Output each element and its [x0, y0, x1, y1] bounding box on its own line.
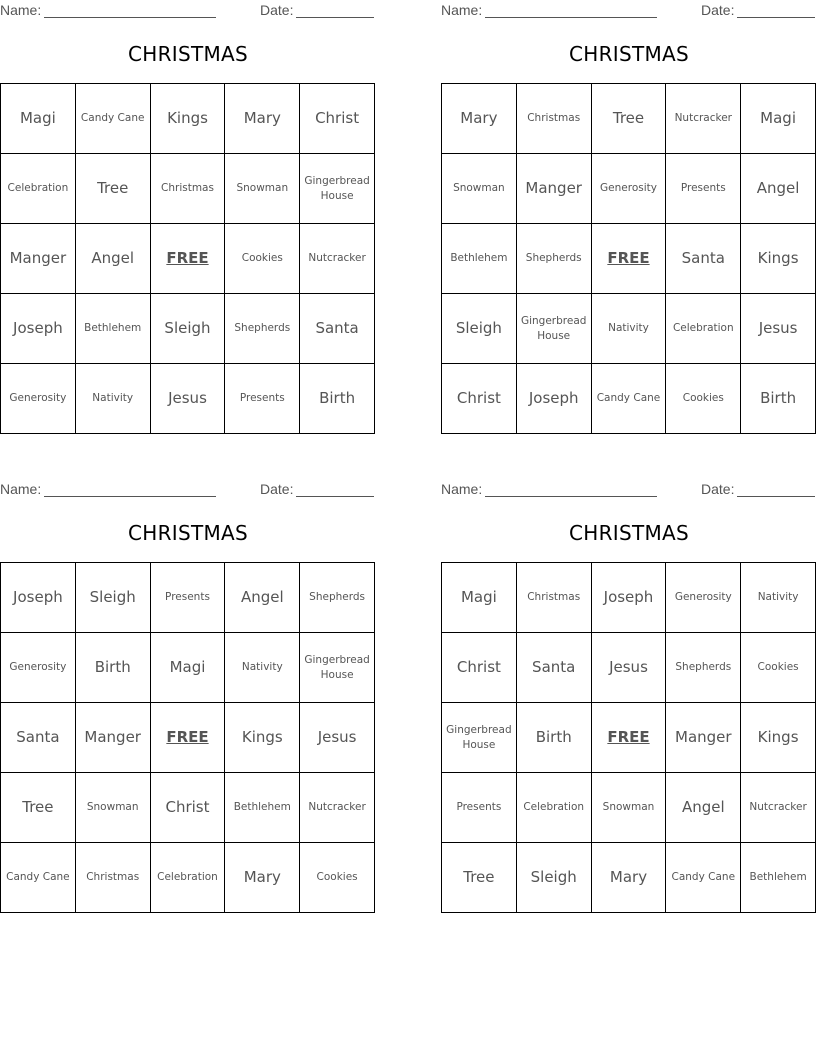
bingo-cell: Christ: [300, 84, 375, 154]
bingo-cell: Joseph: [592, 563, 667, 633]
card-title: CHRISTMAS: [127, 521, 249, 545]
bingo-cell: Celebration: [517, 773, 592, 843]
bingo-cell: Santa: [666, 224, 741, 294]
bingo-cell: Nutcracker: [666, 84, 741, 154]
bingo-cell: Birth: [517, 703, 592, 773]
name-label: Name:: [441, 2, 483, 18]
date-label: Date:: [260, 2, 294, 18]
bingo-cell: Jesus: [741, 294, 816, 364]
bingo-cell: Candy Cane: [1, 843, 76, 913]
bingo-cell: Mary: [225, 843, 300, 913]
date-field: [701, 481, 815, 497]
name-field: [0, 481, 216, 497]
bingo-cell: Gingerbread House: [442, 703, 517, 773]
free-space-cell: FREE: [151, 224, 226, 294]
bingo-cell: Sleigh: [151, 294, 226, 364]
bingo-cell: Presents: [225, 364, 300, 434]
bingo-cell: Christmas: [517, 84, 592, 154]
bingo-cell: Kings: [741, 224, 816, 294]
bingo-cell: Manger: [76, 703, 151, 773]
bingo-cell: Shepherds: [300, 563, 375, 633]
bingo-cell: Nutcracker: [741, 773, 816, 843]
name-blank-line: [44, 4, 216, 18]
bingo-cell: Gingerbread House: [300, 154, 375, 224]
bingo-cell: Tree: [76, 154, 151, 224]
date-blank-line: [296, 483, 374, 497]
bingo-cell: Angel: [225, 563, 300, 633]
bingo-cell: Sleigh: [442, 294, 517, 364]
card-title: CHRISTMAS: [127, 42, 249, 66]
bingo-cell: Bethlehem: [442, 224, 517, 294]
bingo-cell: Shepherds: [225, 294, 300, 364]
bingo-cell: Mary: [225, 84, 300, 154]
bingo-cell: Manger: [517, 154, 592, 224]
bingo-cell: Candy Cane: [592, 364, 667, 434]
bingo-cell: Kings: [741, 703, 816, 773]
bingo-card-3: [0, 479, 376, 887]
bingo-cell: Tree: [442, 843, 517, 913]
card-title: CHRISTMAS: [568, 42, 690, 66]
bingo-cell: Santa: [517, 633, 592, 703]
name-blank-line: [485, 4, 657, 18]
bingo-cell: Generosity: [592, 154, 667, 224]
card-header: [441, 0, 816, 22]
bingo-cell: Nativity: [741, 563, 816, 633]
bingo-cell: Cookies: [741, 633, 816, 703]
name-label: Name:: [0, 2, 42, 18]
bingo-cell: Christ: [151, 773, 226, 843]
bingo-cell: Celebration: [1, 154, 76, 224]
bingo-cell: Sleigh: [76, 563, 151, 633]
date-blank-line: [737, 4, 815, 18]
bingo-cell: Snowman: [225, 154, 300, 224]
name-label: Name:: [441, 481, 483, 497]
card-header: [441, 479, 816, 501]
bingo-cell: Mary: [442, 84, 517, 154]
bingo-cell: Gingerbread House: [300, 633, 375, 703]
bingo-cell: Christmas: [517, 563, 592, 633]
bingo-cell: Jesus: [300, 703, 375, 773]
bingo-cell: Mary: [592, 843, 667, 913]
bingo-cell: Bethlehem: [76, 294, 151, 364]
bingo-cell: Nutcracker: [300, 224, 375, 294]
bingo-cell: Celebration: [666, 294, 741, 364]
bingo-cell: Shepherds: [666, 633, 741, 703]
bingo-cell: Celebration: [151, 843, 226, 913]
bingo-cell: Shepherds: [517, 224, 592, 294]
bingo-cell: Generosity: [666, 563, 741, 633]
bingo-card-1: [0, 0, 376, 408]
bingo-card-4: [441, 479, 816, 887]
name-field: [441, 481, 657, 497]
bingo-cell: Generosity: [1, 364, 76, 434]
bingo-cell: Gingerbread House: [517, 294, 592, 364]
bingo-cell: Nativity: [592, 294, 667, 364]
bingo-cell: Presents: [151, 563, 226, 633]
bingo-grid: [0, 83, 375, 434]
date-blank-line: [296, 4, 374, 18]
bingo-cell: Jesus: [592, 633, 667, 703]
bingo-cell: Snowman: [442, 154, 517, 224]
bingo-cell: Snowman: [592, 773, 667, 843]
bingo-cell: Manger: [1, 224, 76, 294]
card-header: [0, 0, 376, 22]
bingo-cell: Christmas: [76, 843, 151, 913]
bingo-cell: Joseph: [517, 364, 592, 434]
bingo-cell: Birth: [741, 364, 816, 434]
bingo-cell: Angel: [666, 773, 741, 843]
bingo-cell: Tree: [1, 773, 76, 843]
bingo-cell: Joseph: [1, 563, 76, 633]
bingo-cell: Cookies: [666, 364, 741, 434]
bingo-cell: Joseph: [1, 294, 76, 364]
free-space-cell: FREE: [151, 703, 226, 773]
date-blank-line: [737, 483, 815, 497]
bingo-cell: Bethlehem: [741, 843, 816, 913]
bingo-cell: Magi: [151, 633, 226, 703]
date-field: [260, 481, 374, 497]
bingo-cell: Cookies: [300, 843, 375, 913]
card-header: [0, 479, 376, 501]
bingo-cell: Santa: [300, 294, 375, 364]
name-field: [441, 2, 657, 18]
bingo-cell: Angel: [741, 154, 816, 224]
date-field: [701, 2, 815, 18]
card-title: CHRISTMAS: [568, 521, 690, 545]
bingo-cell: Nutcracker: [300, 773, 375, 843]
bingo-grid: [441, 83, 816, 434]
bingo-cell: Bethlehem: [225, 773, 300, 843]
name-label: Name:: [0, 481, 42, 497]
bingo-cell: Christ: [442, 633, 517, 703]
name-blank-line: [485, 483, 657, 497]
bingo-cell: Birth: [300, 364, 375, 434]
date-field: [260, 2, 374, 18]
bingo-cell: Tree: [592, 84, 667, 154]
bingo-cell: Birth: [76, 633, 151, 703]
name-blank-line: [44, 483, 216, 497]
bingo-cell: Jesus: [151, 364, 226, 434]
bingo-cell: Snowman: [76, 773, 151, 843]
bingo-cell: Generosity: [1, 633, 76, 703]
name-field: [0, 2, 216, 18]
bingo-cell: Nativity: [76, 364, 151, 434]
bingo-cell: Kings: [225, 703, 300, 773]
bingo-cell: Cookies: [225, 224, 300, 294]
bingo-card-2: [441, 0, 816, 408]
bingo-grid: [0, 562, 375, 913]
date-label: Date:: [260, 481, 294, 497]
bingo-cell: Magi: [741, 84, 816, 154]
bingo-cell: Angel: [76, 224, 151, 294]
date-label: Date:: [701, 481, 735, 497]
bingo-cell: Manger: [666, 703, 741, 773]
bingo-cell: Presents: [666, 154, 741, 224]
bingo-cell: Christmas: [151, 154, 226, 224]
bingo-grid: [441, 562, 816, 913]
free-space-cell: FREE: [592, 224, 667, 294]
bingo-cell: Sleigh: [517, 843, 592, 913]
bingo-cell: Christ: [442, 364, 517, 434]
bingo-cell: Magi: [1, 84, 76, 154]
bingo-cell: Kings: [151, 84, 226, 154]
bingo-cell: Santa: [1, 703, 76, 773]
bingo-cell: Nativity: [225, 633, 300, 703]
bingo-cell: Candy Cane: [76, 84, 151, 154]
free-space-cell: FREE: [592, 703, 667, 773]
bingo-cell: Magi: [442, 563, 517, 633]
bingo-cell: Candy Cane: [666, 843, 741, 913]
bingo-cell: Presents: [442, 773, 517, 843]
date-label: Date:: [701, 2, 735, 18]
